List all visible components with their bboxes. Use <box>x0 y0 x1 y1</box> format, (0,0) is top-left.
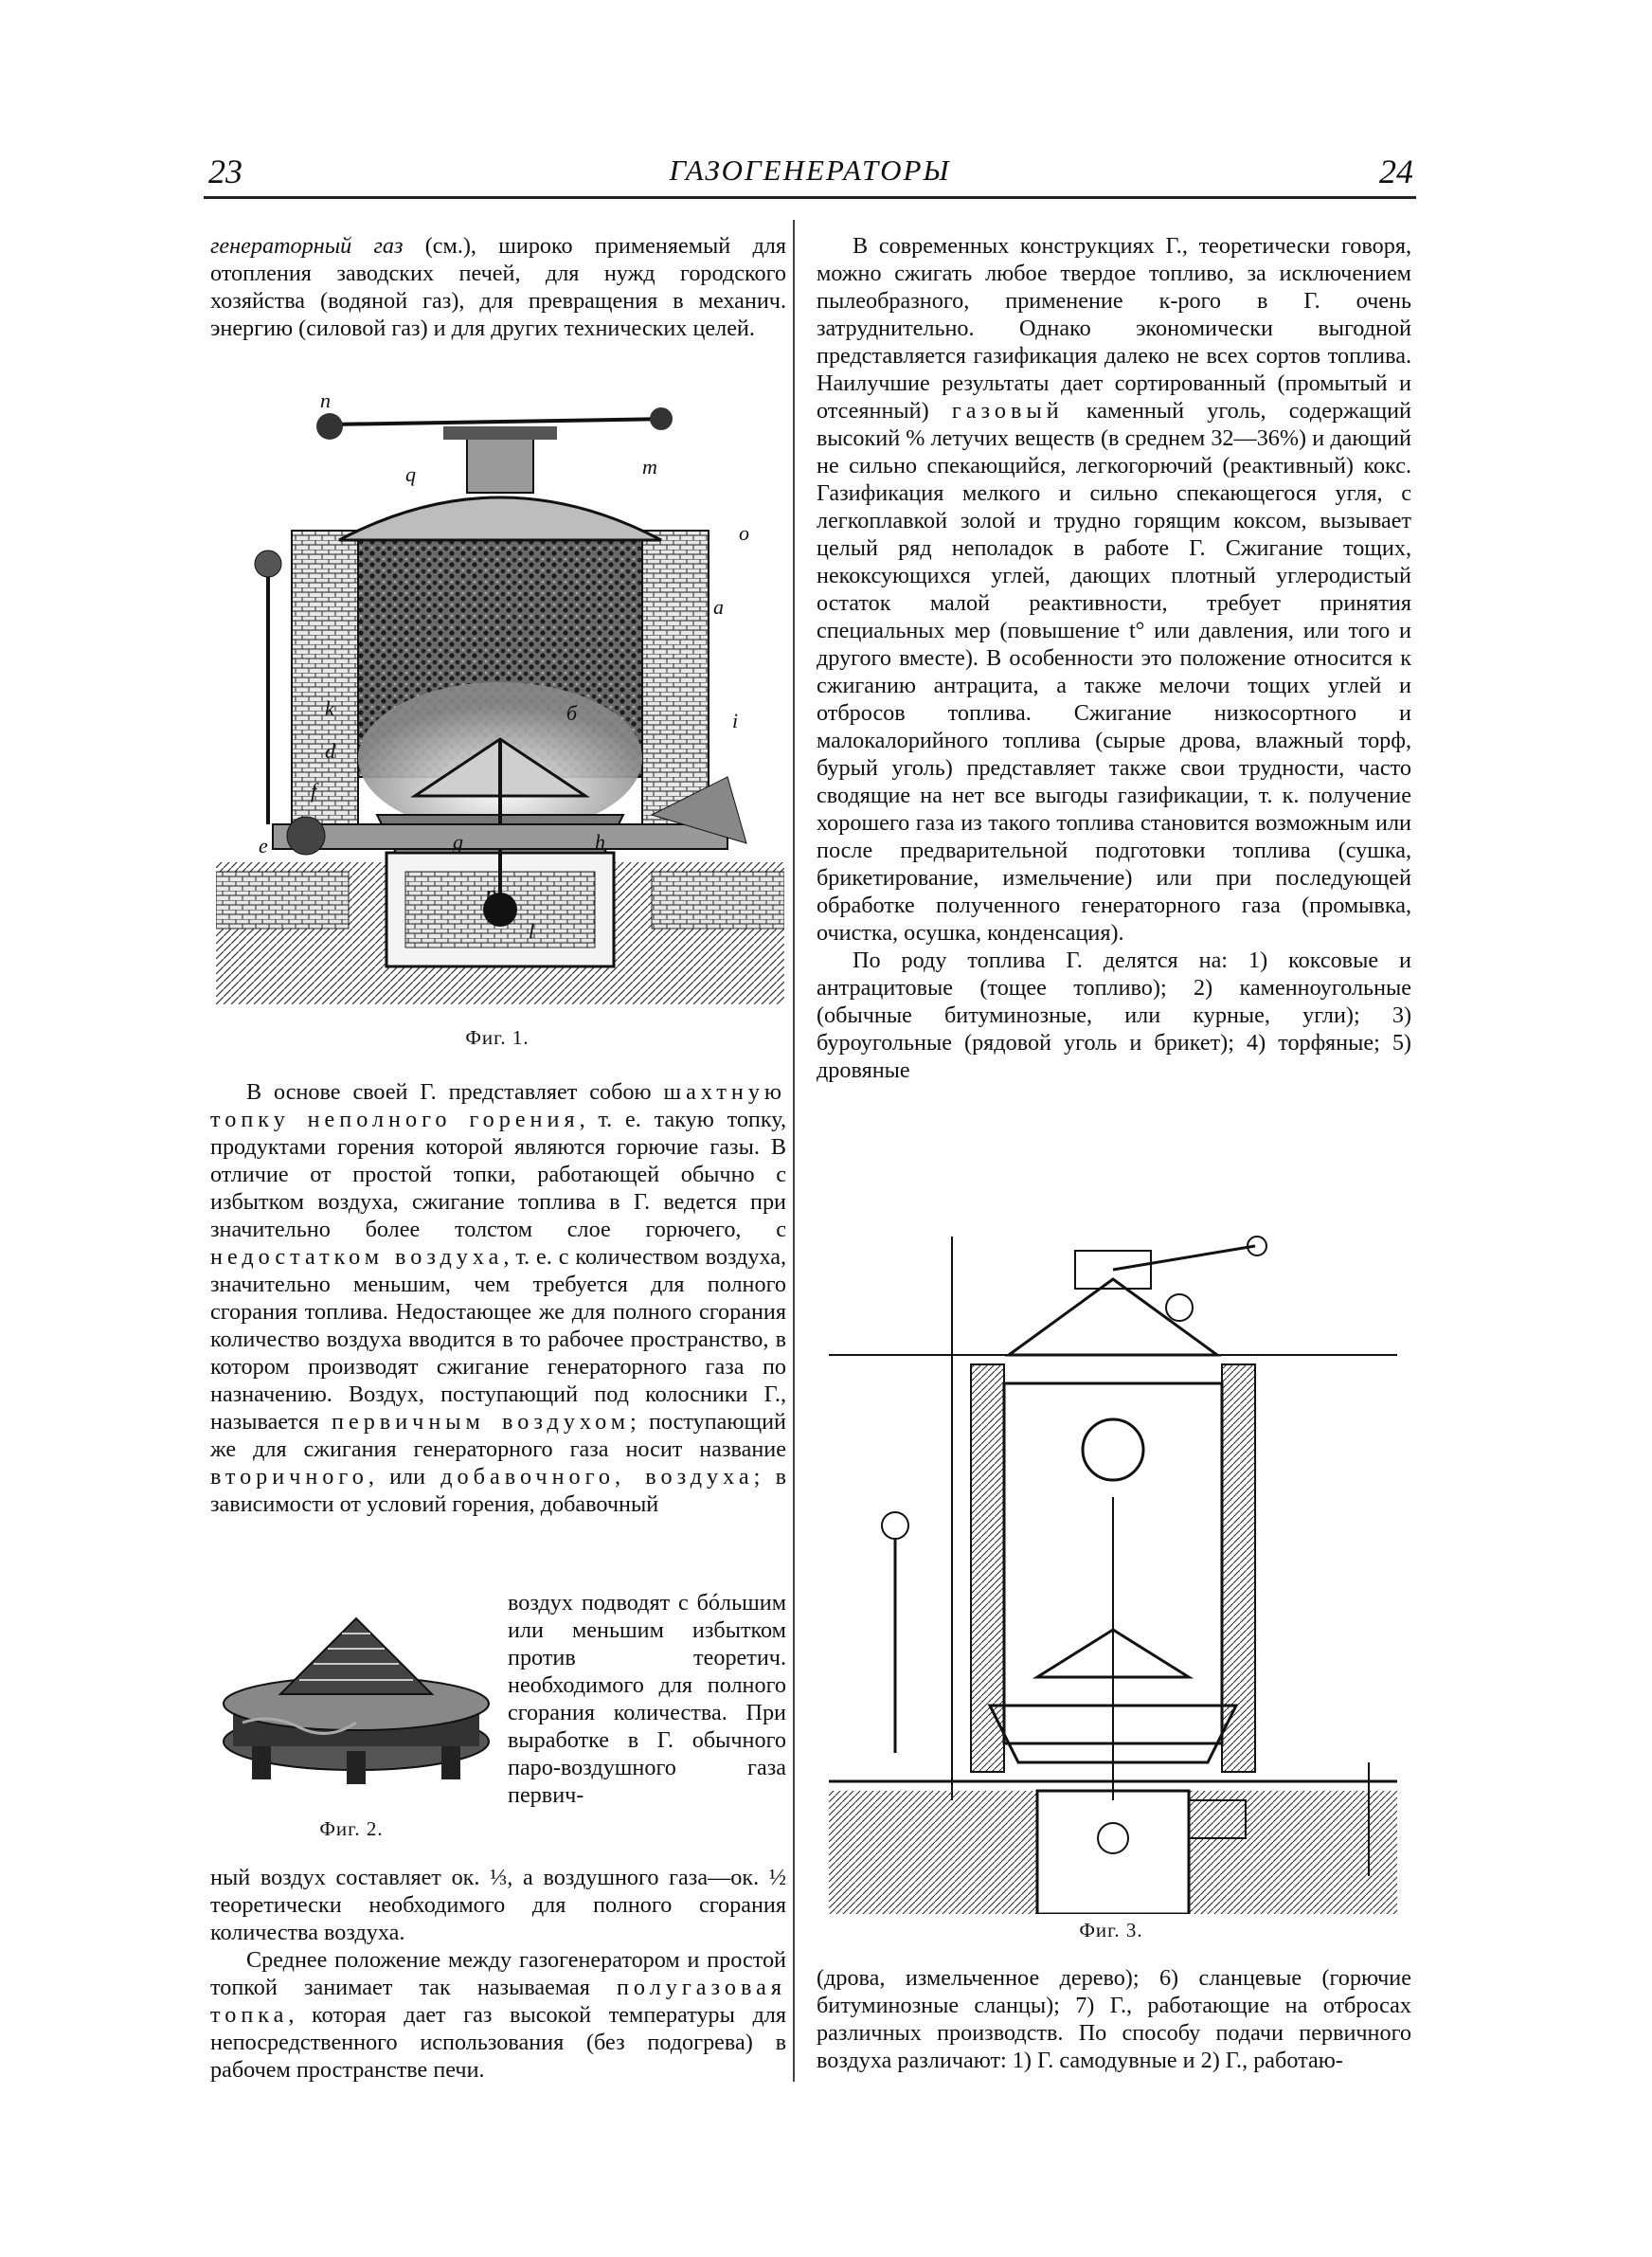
fig1-gas-generator-drawing <box>216 398 784 1004</box>
column-divider <box>793 220 795 2082</box>
intro-term: генераторный газ <box>210 233 404 259</box>
fig3-caption: Фиг. 3. <box>1079 1919 1143 1941</box>
fig1-caption: Фиг. 1. <box>465 1026 530 1049</box>
p1-end-text: ный воздух составляет ок. ⅓, а воздушного газа—ок. ½ теоретически необходимого для полного сгорания количества воздуха. <box>210 1865 786 1945</box>
left-column-main <box>210 1078 786 1518</box>
fig2-grate-drawing <box>214 1599 498 1789</box>
term-semi-gas-furnace: полугазовая топка <box>210 1975 786 2028</box>
figure-3 <box>829 1232 1397 1914</box>
right-page-number: 24 <box>1379 153 1413 190</box>
fig1-label-i: i <box>732 709 739 732</box>
r-p2-text: По роду топлива Г. делятся на: 1) коксовые и антрацитовые (тощее топливо); 2) каменноугольные (обычные битуминозные, или курные, угли); 3) буроугольные (рядовой уголь и брикет); 4) торфяные; 5) дровяные <box>817 948 1411 1083</box>
term-shaft-furnace: шахтную топку неполного горения <box>210 1079 786 1132</box>
page-title: ГАЗОГЕНЕРАТОРЫ <box>669 153 951 187</box>
fig1-label-e: e <box>259 834 268 858</box>
term-additional-air: добавочного, воздуха <box>440 1464 754 1490</box>
fig1-label-a: a <box>713 595 724 619</box>
p1-text-e: , или <box>368 1464 441 1490</box>
left-page-number: 23 <box>208 153 242 190</box>
left-column-wrap-text <box>508 1589 786 1809</box>
p2-text-b: , которая дает газ высокой температуры для непосредственного использования (без подогрева) в рабочем пространстве печи. <box>210 2002 786 2083</box>
left-column-bottom <box>210 1864 786 2084</box>
fig1-label-p: p <box>486 881 496 905</box>
fig3-section-drawing <box>829 1232 1397 1914</box>
r-p3-text: (дрова, измельченное дерево); 6) сланцевые (горючие битуминозные сланцы); 7) Г., работающие на отбросах различных производств. По способу подачи первичного воздуха различают: 1) Г. самодувные и 2) Г., работаю- <box>817 1965 1411 2073</box>
term-primary-air: первичным воздухом <box>332 1409 631 1435</box>
p2-text-a: Среднее положение между газогенератором и простой топкой занимает так называемая <box>210 1947 786 2000</box>
left-column-intro <box>210 232 786 342</box>
r-p1-text-b: каменный уголь, содержащий высокий % летучих веществ (в среднем 32—36%) и дающий не сильно спекающийся, легкогорючий (реактивный) кокс. Газификация мелкого и сильно спекающегося угля, с легкоплавкой золой и трудно горящим коксом, вызывает целый ряд неполадок в работе Г. Сжигание тощих, некоксующихся углей, дающих плотный углеродистый остаток малой реактивности, требует принятия специальных мер (повышение t° или давления, или того и другого вместе). В особенности это положение относится к сжиганию антрацита, а также мелочи тощих углей и отбросов топлива. Сжигание низкосортного и малокалорийного топлива (сырые дрова, влажный торф, бурый уголь) представляет также свои трудности, часто сводящие на нет все выгоды газификации, т. к. получение хорошего газа из такого топлива становится возможным или после предварительной подготовки топлива (сушка, брикетирование, измельчение) или при последующей обработке полученного генераторного газа (промывка, очистка, осушка, конденсация). <box>817 398 1411 946</box>
fig1-label-n: n <box>320 398 331 412</box>
fig1-label-g: g <box>453 830 463 854</box>
figure-2 <box>214 1599 498 1789</box>
fig2-caption: Фиг. 2. <box>319 1817 384 1840</box>
p1-text-b: , т. е. такую топку, продуктами горения которой являются горючие газы. В отличие от простой топки, работающей обычно с избытком воздуха, сжигание топлива в Г. ведется при значительно более толстом слое горючего, с <box>210 1107 787 1242</box>
fig1-label-h: h <box>595 830 605 854</box>
right-column-top <box>817 232 1411 1084</box>
fig1-label-d: d <box>325 739 335 763</box>
p1-text-c: , т. е. с количеством воздуха, значительно меньшим, чем требуется для полного сгорания топлива. Недостающее же для полного сгорания количество воздуха вводится в то рабочее пространство, в котором производят сжигание генераторного газа по назначению. Воздух, поступающий под колосники Г., называется <box>210 1244 786 1435</box>
fig1-label-l: l <box>529 919 535 943</box>
fig1-label-q: q <box>405 462 416 486</box>
p1-text-a: В основе своей Г. представляет собою <box>246 1079 664 1105</box>
fig1-label-k: k <box>325 696 334 720</box>
header-rule <box>204 196 1416 199</box>
term-gas-coal: газовый <box>951 398 1064 424</box>
running-header <box>199 152 1421 193</box>
r-p1-text: В современных конструкциях Г., теоретически говоря, можно сжигать любое твердое топливо, за исключением пылеобразного, применение к-рого в Г. очень затруднительно. Однако экономически выгодной представляется газификация далеко не всех сортов топлива. Наилучшие результаты дает сортированный (промытый и отсеянный) <box>817 233 1411 424</box>
p1-text-f: ; в зависимости от условий горения, добавочный <box>210 1464 786 1517</box>
term-lack-of-air: недостатком воздуха <box>210 1244 504 1270</box>
figure-1 <box>216 398 784 1004</box>
intro-text: (см.), широко применяемый для отопления заводских печей, для нужд городского хозяйства (водяной газ), для превращения в механич. энергию (силовой газ) и для других технических целей. <box>210 233 786 341</box>
fig1-label-o: o <box>739 521 749 545</box>
fig1-label-b: б <box>566 701 578 725</box>
right-column-bottom <box>817 1964 1411 2074</box>
p1-text-d: ; поступающий же для сжигания генераторного газа носит название <box>210 1409 786 1462</box>
fig1-label-m: m <box>642 455 657 478</box>
fig1-label-f: f <box>311 779 317 803</box>
term-secondary: вторичного <box>210 1464 368 1490</box>
p1-wrap-text: воздух подводят с бóльшим или меньшим избытком против теоретич. необходимого для полного сгорания количества. При выработке в Г. обычного паро-воздушного газа первич- <box>508 1590 786 1808</box>
